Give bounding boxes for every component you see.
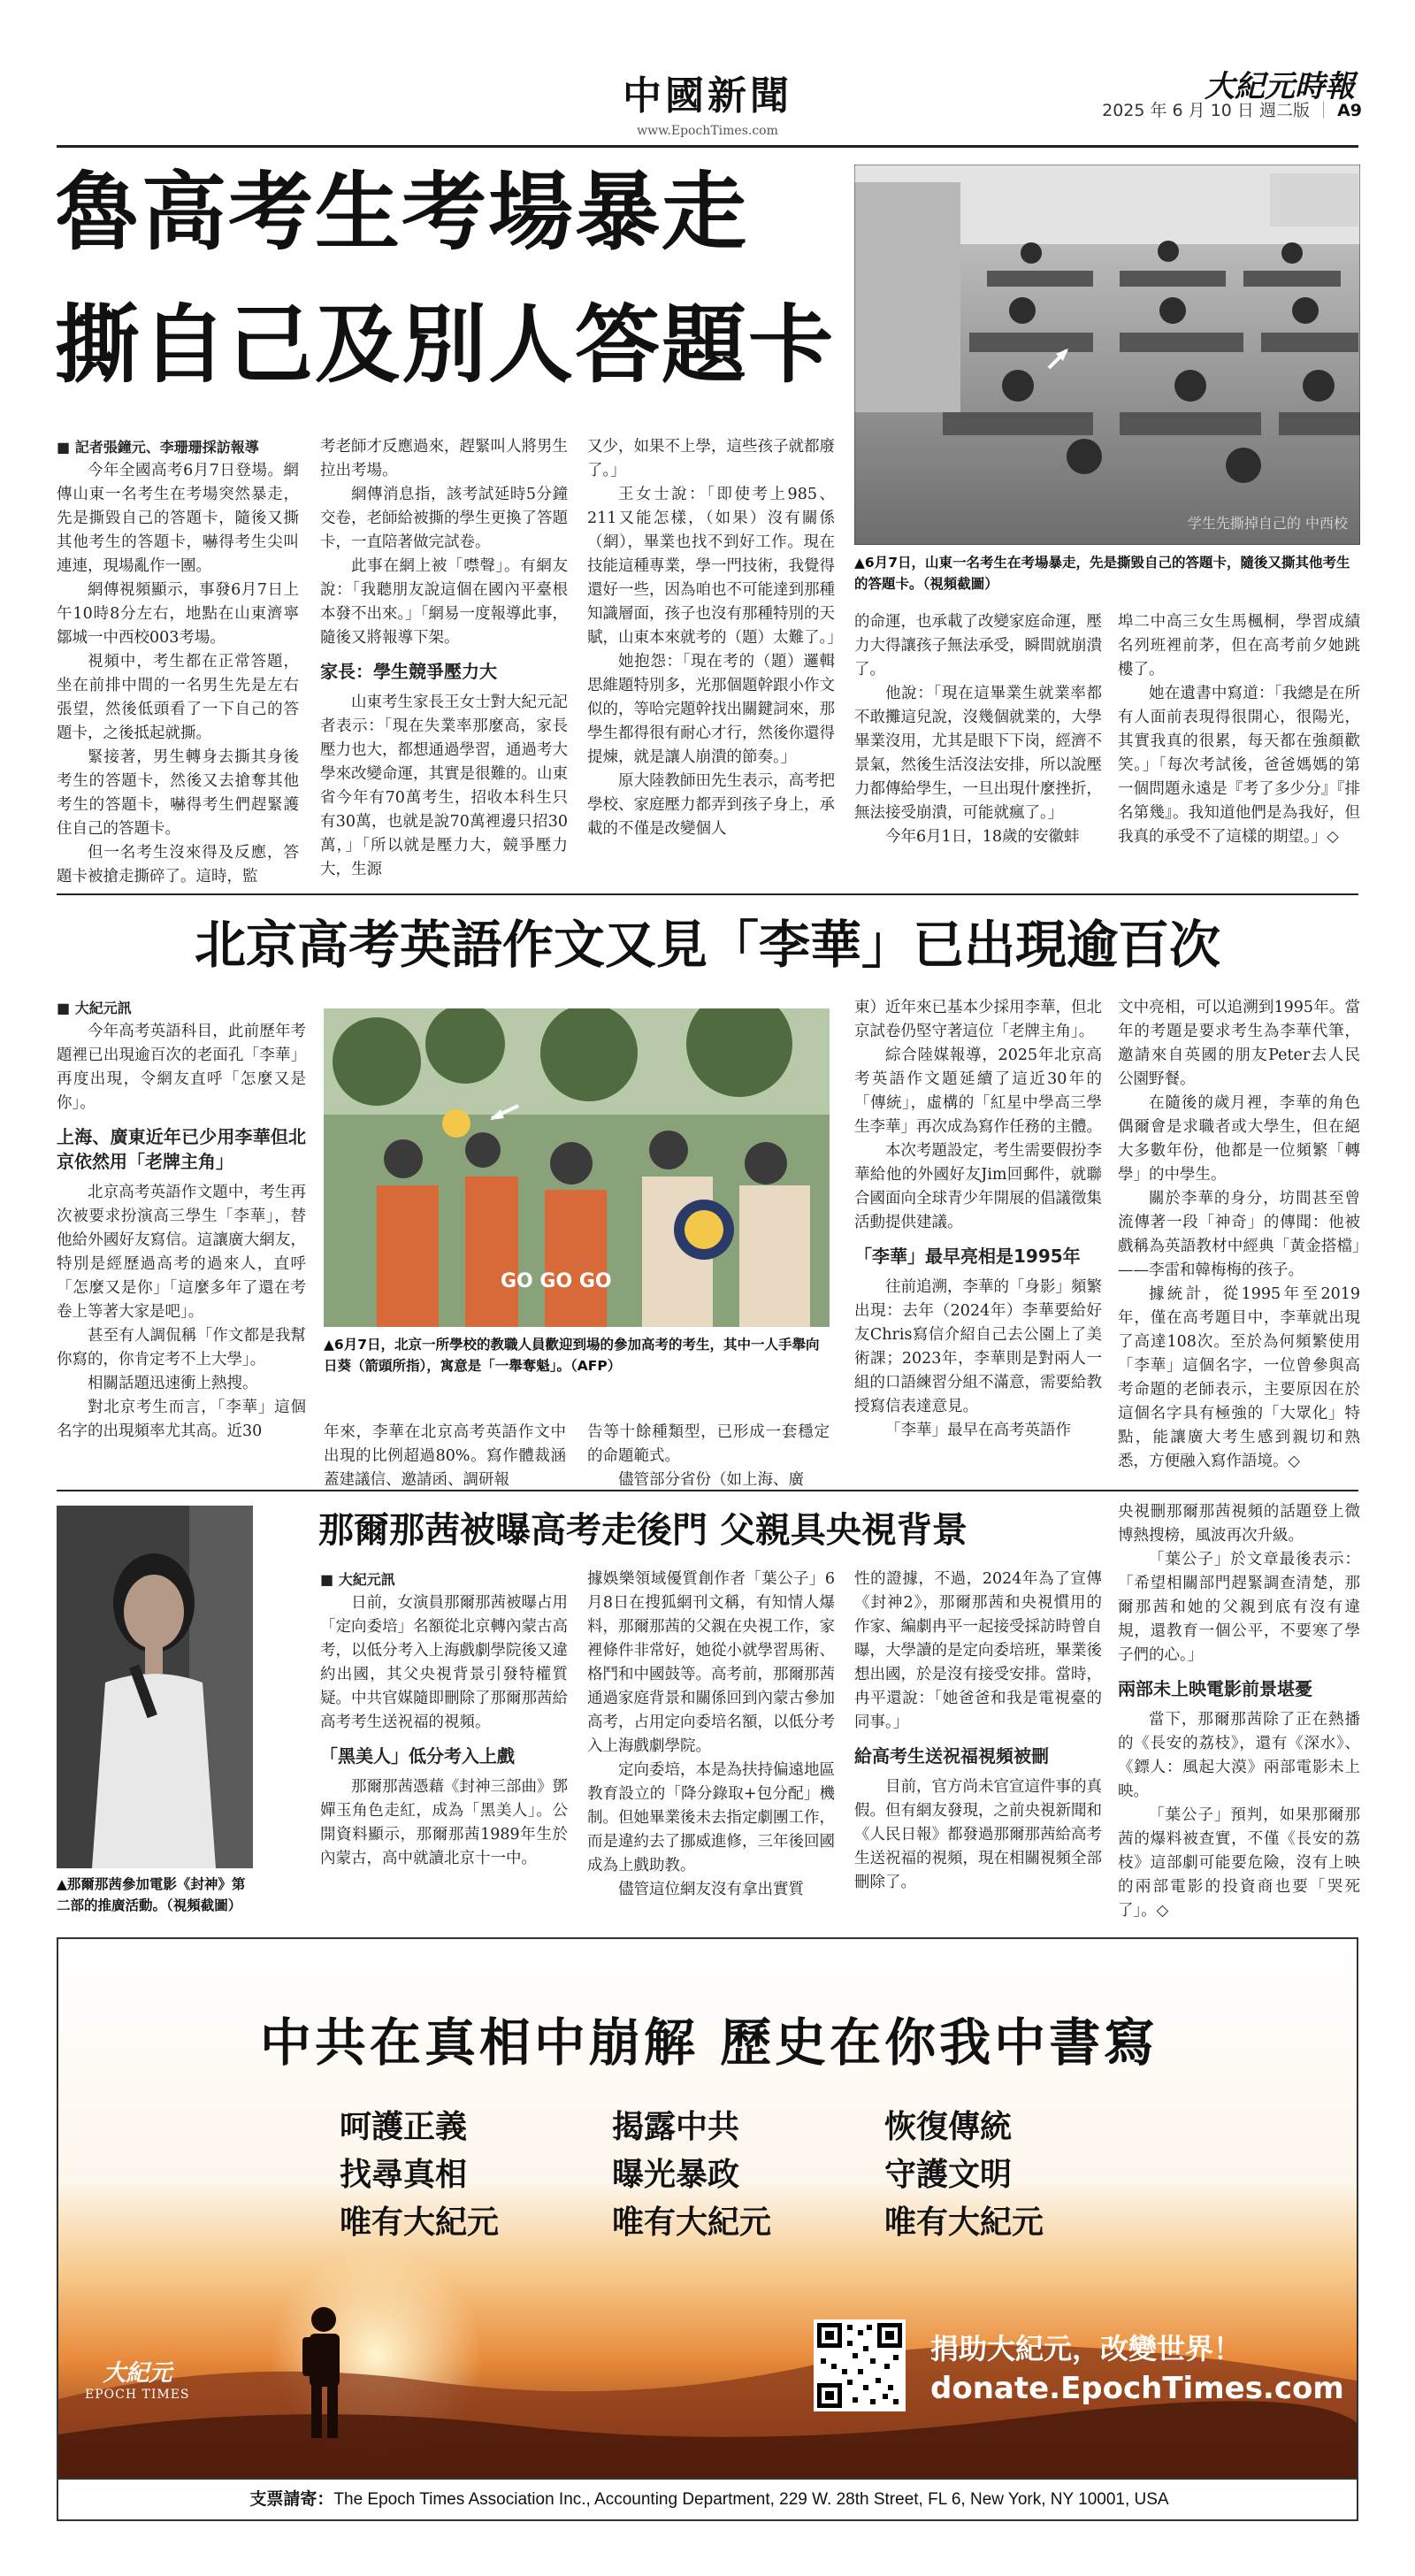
donate-text: 捐助大紀元，改變世界！ (930, 2332, 1243, 2365)
paragraph: 「李華」最早在高考英語作 (885, 1422, 1071, 1439)
paragraph: 那爾那茜憑藉《封神三部曲》鄧嬋玉角色走紅，成為「黑美人」。公開資料顯示，那爾那茜1989年生於內蒙古，高中就讀北京十一中。 (320, 1778, 568, 1867)
paragraph: 目前，官方尚未官宣這件事的真假。但有網友發現，之前央視新聞和《人民日報》都發過那爾那茜給高考生送祝福的視頻，現在相關視頻全部刪除了。 (854, 1778, 1102, 1891)
paragraph: 往前追溯，李華的「身影」頻繁出現：去年（2024年）李華要給好友Chris寫信介紹自己去公園上了美術課；2023年，李華則是對兩人一組的口語練習分組不滿意，需要給教授寫信表達意見。 (854, 1278, 1102, 1415)
paragraph: 告等十餘種類型，已形成一套穩定的命題範式。 (587, 1423, 830, 1465)
site-url: www.EpochTimes.com (637, 124, 778, 138)
story2-col3 (587, 1421, 830, 1492)
photo-watermark: 学生先撕掉自己的 中西校 (1187, 515, 1348, 532)
paragraph: 山東考生家長王女士對大紀元記者表示：「現在失業率那麼高，家長壓力也大，都想通過學習，通過考大學來改變命運，其實是很難的。山東省今年有70萬考生，招收本科生只有30萬，也就是說70萬裡邊只招30萬，」「所以就是壓力大，競爭壓力大，生源 (320, 694, 568, 878)
story3-caption: ▲那爾那茜參加電影《封神》第二部的推廣活動。（視頻截圖） (57, 1876, 246, 1913)
paragraph: 央視刪那爾那茜視頻的話題登上微博熱搜榜，風波再次升級。 (1118, 1503, 1360, 1545)
story1-col1 (57, 435, 299, 889)
story1-col5 (1118, 610, 1360, 849)
ad-headline: 中共在真相中崩解 歷史在你我中書寫 (259, 2012, 1159, 2073)
story3-headline: 那爾那茜被曝高考走後門 父親具央視背景 (318, 1510, 968, 1551)
story1-caption: ▲6月7日，山東一名考生在考場暴走，先是撕毀自己的答題卡，隨後又撕其他考生的答題卡。（視頻截圖） (854, 555, 1350, 592)
slogan-line: 唯有大紀元 (884, 2204, 1044, 2241)
ad-slogan-col1 (340, 2104, 499, 2247)
story1-headline-line1: 魯高考生考場暴走 (55, 163, 748, 262)
slogan-line: 唯有大紀元 (612, 2204, 772, 2241)
story3-col4 (1118, 1500, 1360, 1923)
photo-banner-text: GO GO GO (501, 1270, 612, 1292)
paragraph: 網傳視頻顯示，事發6月7日上午10時8分左右，地點在山東濟寧鄒城一中西校003考場。 (57, 581, 299, 647)
paragraph: 東）近年來已基本少採用李華，但北京試卷仍堅守著這位「老牌主角」。 (854, 999, 1102, 1040)
subhead: 「黑美人」低分考入上戲 (320, 1745, 515, 1767)
paragraph: 甚至有人調侃稱「作文都是我幫你寫的，你肯定考不上大學」。 (57, 1327, 306, 1368)
paragraph: 他說：「現在這畢業生就業率都不敢攤這兒說，沒幾個就業的，大學畢業沒用，尤其是眼下下岗，經濟不景氣，然後生活沒法安排，所以說壓力都傳給學生，一旦出現什麼挫折，無法接受崩潰，可能就瘋了。」 (854, 685, 1102, 822)
byline: ■ 記者張鐘元、李珊珊採訪報導 (57, 439, 259, 456)
logo-en: EPOCH TIMES (85, 2388, 190, 2402)
header-rule (57, 145, 1358, 148)
paragraph: 在隨後的歲月裡，李華的角色偶爾會是求職者或大學生，但在絕大多數年份，他都是一位頻繁「轉學」的中學生。 (1118, 1094, 1360, 1184)
story2-col2 (324, 1421, 566, 1492)
masthead-brand: 大紀元時報 (1205, 69, 1355, 104)
subhead: 「李華」最早亮相是1995年 (854, 1246, 1081, 1267)
story1-headline-line2: 撕自己及別人答題卡 (55, 295, 835, 395)
check-label: 支票請寄： (249, 2490, 334, 2509)
paragraph: 王女士說：「即使考上985、211又能怎樣，（如果）沒有關係（網），畢業也找不到好工作。現在技能這種專業，學一門技術，我覺得還好一些，因為咱也不可能達到那種知識層面，孩子也沒有那種特別的天賦，山東本來就考的（題）太難了。」 (587, 486, 843, 647)
paragraph: 此事在網上被「噤聲」。有網友說：「我聽朋友說這個在國內平臺根本發不出來。」「網易一度報導此事，隨後又將報導下架。 (320, 557, 568, 647)
paragraph: 關於李華的身分，坊間甚至曾流傳著一段「神奇」的傳聞：他被戲稱為英語教材中經典「黃金搭檔」——李雷和韓梅梅的孩子。 (1118, 1190, 1360, 1279)
paragraph: 本次考題設定，考生需要假扮李華給他的外國好友Jim回郵件，就聯合國面向全球青少年開展的倡議徵集活動提供建議。 (854, 1142, 1102, 1231)
story1-rule (57, 893, 1358, 895)
actress-illustration (57, 1506, 253, 1868)
paragraph: 視頻中，考生都在正常答題，坐在前排中間的一名男生先是左右張望，然後低頭看了一下自己的答題卡，之後抵起就撕。 (57, 653, 299, 742)
story1-photo (854, 165, 1360, 545)
logo (85, 2355, 190, 2402)
story3-col1 (320, 1568, 568, 1871)
check-address: The Epoch Times Association Inc., Accounting Department, 229 W. 28th Street, FL 6, New York, NY 10001, USA (333, 2490, 1169, 2509)
story3-col2 (587, 1568, 835, 1902)
paragraph: 日前，女演員那爾那茜被曝占用「定向委培」名額從北京轉內蒙古高考，以低分考入上海戲劇學院後又違約出國，其父央視背景引發特權質疑。中共官媒隨即刪除了那爾那茜給高考考生送祝福的視頻。 (320, 1594, 568, 1731)
byline: ■ 大紀元訊 (320, 1571, 395, 1588)
story2-caption: ▲6月7日，北京一所學校的教職人員歡迎到場的參加高考的考生，其中一人手舉向日葵（箭頭所指），寓意是「一舉奪魁」。（AFP） (324, 1337, 820, 1374)
paragraph: 的命運，也承載了改變家庭命運，壓力大得讓孩子無法承受，瞬間就崩潰了。 (854, 613, 1102, 678)
qr-code-icon[interactable] (814, 2319, 906, 2411)
paragraph: 年來，李華在北京高考英語作文中出現的比例超過80%。寫作體裁涵蓋建議信、邀請函、調研報 (324, 1423, 566, 1489)
paragraph: 但一名考生沒來得及反應，答題卡被搶走撕碎了。這時，監 (57, 844, 299, 886)
story2-col1 (57, 996, 306, 1444)
slogan-line: 守護文明 (884, 2157, 1013, 2193)
paragraph: 文中亮相，可以追溯到1995年。當年的考題是要求考生為李華代筆，邀請來自英國的朋友Peter去人民公園野餐。 (1118, 999, 1360, 1088)
exam-room-illustration (854, 165, 1360, 545)
paragraph: 考老師才反應過來，趕緊叫人將男生拉出考場。 (320, 438, 568, 479)
paragraph: 今年6月1日，18歲的安徽蚌 (885, 828, 1080, 846)
paragraph: 今年全國高考6月7日登場。網傳山東一名考生在考場突然暴走，先是撕毀自己的答題卡，隨後又撕其他考生的答題卡，嚇得考生尖叫連連，現場亂作一團。 (57, 462, 299, 575)
paragraph: 今年高考英語科目，此前歷年考題裡已出現逾百次的老面孔「李華」再度出現，令網友直呼「怎麼又是你」。 (57, 1023, 306, 1112)
ad-slogan-col3 (884, 2104, 1044, 2247)
check-address-line (58, 2486, 1358, 2514)
issue-date: 2025 年 6 月 10 日 週二版 (1102, 101, 1310, 120)
story2-headline: 北京高考英語作文又見「李華」已出現逾百次 (194, 915, 1220, 975)
slogan-line: 呵護正義 (340, 2109, 468, 2145)
slogan-line: 曝光暴政 (612, 2157, 740, 2193)
page-number: A9 (1337, 101, 1362, 120)
paragraph: 北京高考英語作文題中，考生再次被要求扮演高三學生「李華」，替他給外國好友寫信。這讓廣大網友，特別是經歷過高考的過來人，直呼「怎麼又是你」「這麼多年了還在考卷上等著大家是吧」。 (57, 1184, 306, 1321)
section-title: 中國新聞 (623, 73, 792, 119)
paragraph: 她抱怨：「現在考的（題）邏輯思維題特別多，光那個題幹跟小作文似的，等哈完題幹找出關鍵詞來，那學生都得很有耐心才行，然後你還得提煉，就是讓人崩潰的節奏。」 (587, 653, 835, 766)
paragraph: 定向委培，本是為扶持偏遠地區教育設立的「降分錄取+包分配」機制。但她畢業後未去指定劇團工作，而是違約去了挪威進修，三年後回國成為上戲助教。 (587, 1761, 835, 1874)
paragraph: 埠二中高三女生馬楓桐，學習成績名列班裡前茅，但在高考前夕她跳樓了。 (1118, 613, 1360, 678)
paragraph: 「葉公子」預判，如果那爾那茜的爆料被查實，不僅《長安的荔枝》這部劇可能要危險，沒有上映的兩部電影的投資商也要「哭死了」。◇ (1118, 1806, 1360, 1920)
story3-photo (57, 1506, 253, 1868)
slogan-line: 恢復傳統 (884, 2109, 1013, 2145)
logo-cn: 大紀元 (103, 2360, 172, 2387)
paragraph: 原大陸教師田先生表示，高考把學校、家庭壓力都弄到孩子身上，承載的不僅是改變個人 (587, 772, 835, 838)
story2-photo (324, 1008, 830, 1327)
paragraph: 據娛樂領域優質創作者「葉公子」6月8日在搜狐網刊文稱，有知情人爆料，那爾那茜的父親在央視工作，家裡條件非常好，她從小就學習馬術、格鬥和中國鼓等。高考前，那爾那茜通過家庭背景和關係回到內蒙古參加高考，占用定向委培名額，以低分考入上海戲劇學院。 (587, 1570, 835, 1755)
story2-col5 (1118, 996, 1360, 1474)
byline: ■ 大紀元訊 (57, 1000, 132, 1016)
paragraph: 當下，那爾那茜除了正在熱播的《長安的荔枝》，還有《深水》、《鏢人：風起大漠》兩部電影未上映。 (1118, 1711, 1360, 1800)
paragraph: 儘管這位網友沒有拿出實質 (618, 1881, 804, 1898)
story1-col2 (320, 435, 568, 882)
slogan-line: 找尋真相 (340, 2157, 468, 2193)
paragraph: 綜合陸媒報導，2025年北京高考英語作文題延續了這近30年的「傳統」，虛構的「紅星中學高三學生李華」再次成為寫作任務的主體。 (854, 1046, 1102, 1136)
paragraph: 據統計，從1995年至2019年，僅在高考題目中，李華就出現了高達108次。至於為何頻繁使用「李華」這個名字，一位曾參與高考命題的老師表示，主要原因在於這個名字具有極強的「大眾化」特點，能讓廣大考生感到親切和熟悉，方便融入寫作語境。◇ (1118, 1285, 1360, 1470)
subhead: 上海、廣東近年已少用李華但北京依然用「老牌主角」 (57, 1126, 306, 1172)
paragraph: 儘管部分省份（如上海、廣 (618, 1471, 804, 1489)
subhead: 家長：學生競爭壓力大 (320, 661, 497, 682)
paragraph: 相關話題迅速衝上熱搜。 (88, 1375, 258, 1392)
issue-date-line: 2025 年 6 月 10 日 週二版 ｜ A9 (1102, 101, 1362, 120)
story2-col4 (854, 996, 1102, 1443)
paragraph: 性的證據，不過，2024年為了宣傳《封神2》，那爾那茜和央視慣用的作家、編劇冉平一起接受採訪時曾自曝，大學讀的是定向委培班，畢業後想出國，於是沒有接受安排。當時，冉平還說：「她爸爸和我是電視臺的同事。」 (854, 1570, 1102, 1731)
donation-ad (57, 1937, 1358, 2521)
story2-rule (57, 1490, 1358, 1491)
subhead: 給高考生送祝福視頻被刪 (854, 1745, 1049, 1767)
paragraph: 網傳消息指，該考試延時5分鐘交卷，老師給被撕的學生更換了答題卡，一直陪著做完試卷。 (320, 486, 568, 551)
paragraph: 緊接著，男生轉身去撕其身後考生的答題卡，然後又去搶奪其他考生的答題卡，嚇得考生們趕緊護住自己的答題卡。 (57, 748, 299, 838)
paragraph: 對北京考生而言，「李華」這個名字的出現頻率尤其高。近30 (57, 1399, 306, 1440)
story3-col3 (854, 1568, 1102, 1895)
slogan-line: 揭露中共 (612, 2109, 740, 2145)
subhead: 兩部未上映電影前景堪憂 (1118, 1678, 1312, 1699)
ad-slogan-col2 (612, 2104, 771, 2247)
paragraph: 又少，如果不上學，這些孩子就都廢了。」 (587, 438, 835, 479)
story1-col4 (854, 610, 1102, 849)
paragraph: 「葉公子」於文章最後表示：「希望相關部門趕緊調查清楚，那爾那茜和她的父親到底有沒有違規，還教育一個公平，不要寒了學子們的心。」 (1118, 1551, 1360, 1664)
donate-url-link[interactable]: donate.EpochTimes.com (930, 2371, 1344, 2406)
slogan-line: 唯有大紀元 (340, 2204, 500, 2241)
paragraph: 她在遺書中寫道：「我總是在所有人面前表現得很開心，很陽光，其實我真的很累，每天都在強顏歡笑。」「每次考試後，爸爸媽媽的第一個問題永遠是『考了多少分』『排名第幾』。我知道他們是為我好，但我真的承受不了這樣的期望。」◇ (1118, 685, 1360, 846)
story1-col3 (587, 435, 843, 841)
